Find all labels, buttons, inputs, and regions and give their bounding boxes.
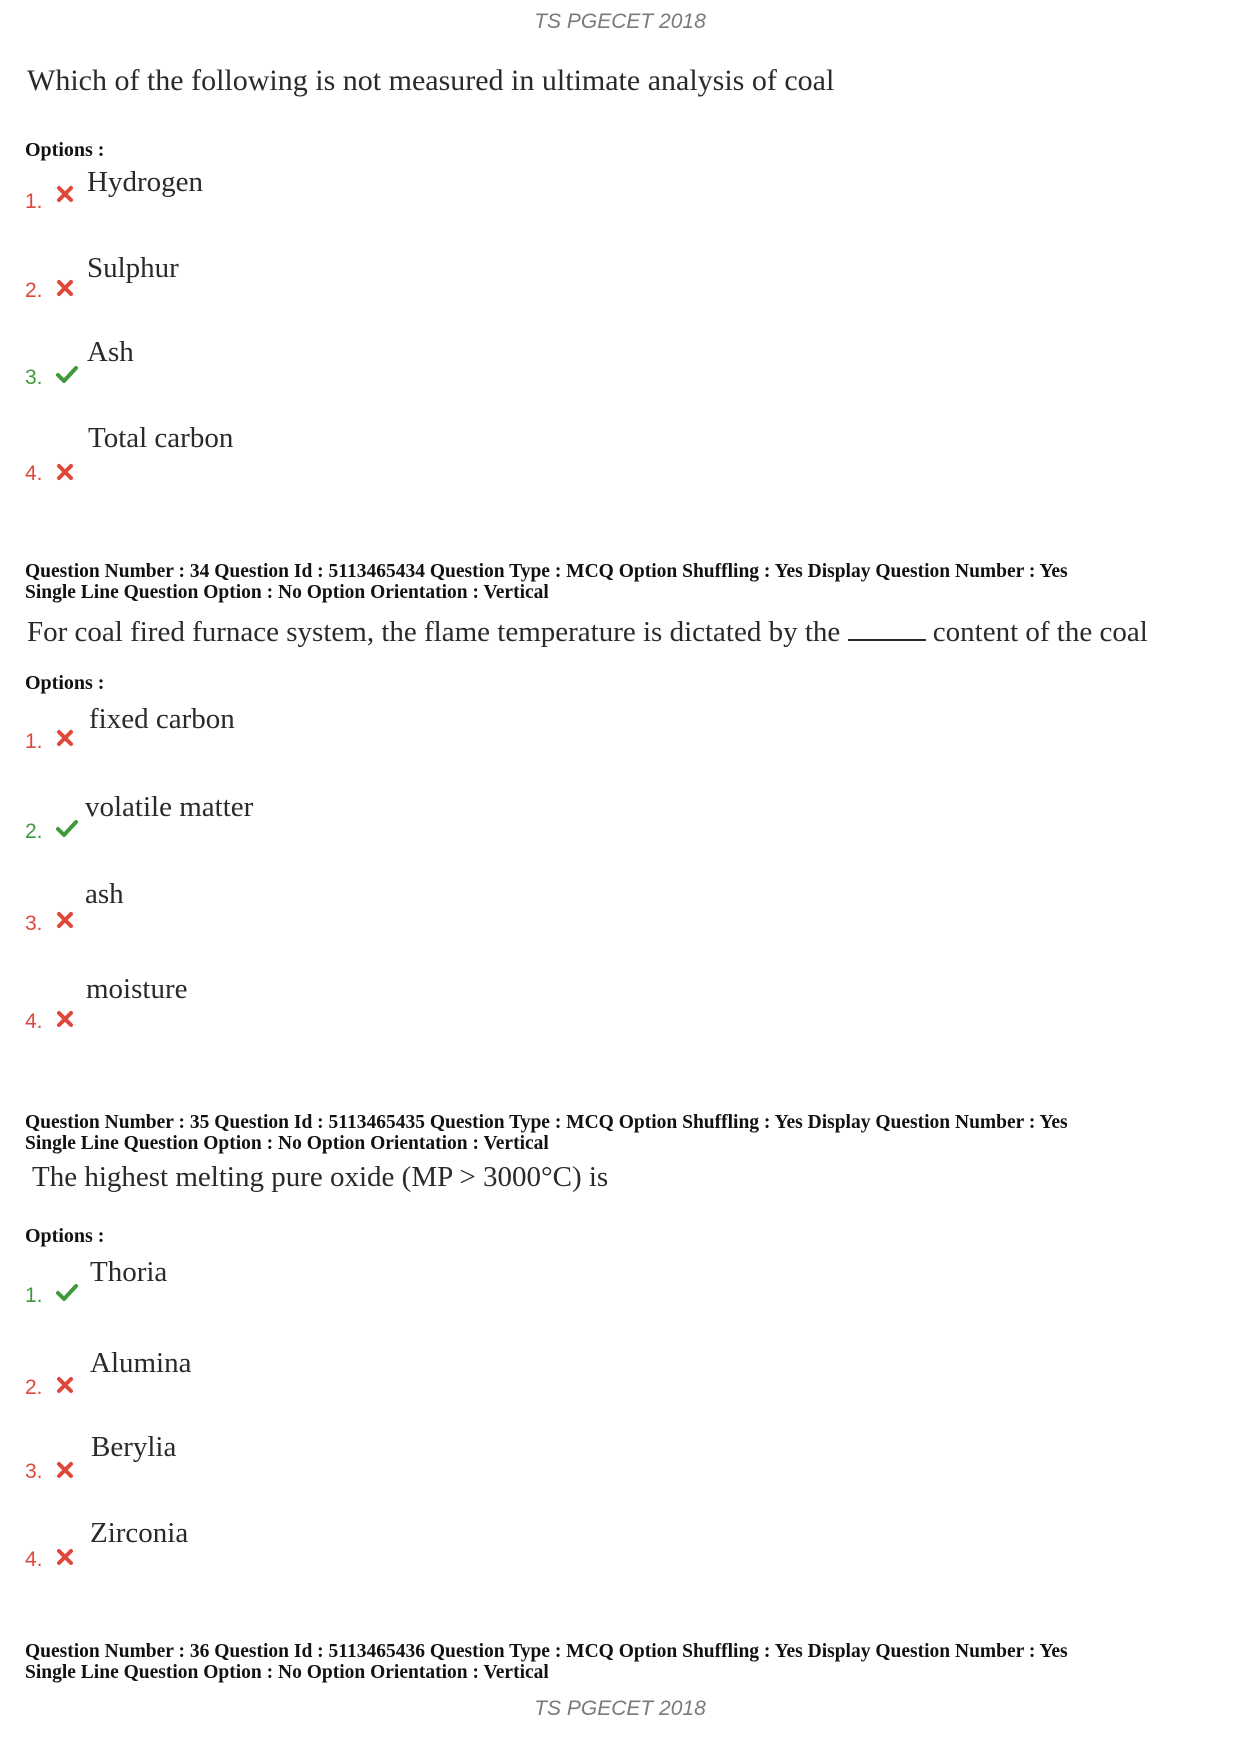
option-text: Zirconia	[90, 1517, 189, 1549]
cross-icon	[55, 910, 75, 930]
q35-meta-line-1: Question Number : 35 Question Id : 5113465435 Question Type : MCQ Option Shuffling : Yes Display Question Number : Yes	[25, 1112, 1068, 1133]
page-footer: TS PGECET 2018	[534, 1697, 706, 1720]
option-text: ash	[85, 878, 124, 910]
cross-icon	[55, 1375, 75, 1395]
cross-icon	[55, 184, 75, 204]
option-text: Alumina	[90, 1347, 192, 1379]
cross-icon	[55, 462, 75, 482]
question-34-text	[27, 616, 1148, 649]
q35-meta-line-2: Single Line Question Option : No Option Orientation : Vertical	[25, 1133, 549, 1154]
cross-icon	[55, 1547, 75, 1567]
cross-icon	[55, 278, 75, 298]
option-text: Sulphur	[87, 252, 179, 284]
q35-options-label: Options :	[25, 1225, 105, 1247]
q34-meta-line-2: Single Line Question Option : No Option Orientation : Vertical	[25, 582, 549, 603]
option-number: 3.	[25, 912, 43, 935]
q33-options-label: Options :	[25, 139, 105, 161]
option-number: 4.	[25, 462, 43, 485]
q34-meta-line-1: Question Number : 34 Question Id : 5113465434 Question Type : MCQ Option Shuffling : Yes Display Question Number : Yes	[25, 561, 1068, 582]
option-number: 4.	[25, 1548, 43, 1571]
q35-option-4	[0, 1517, 1240, 1582]
q35-option-2	[0, 1347, 1240, 1412]
option-text: Hydrogen	[87, 166, 203, 198]
q34-options-label: Options :	[25, 672, 105, 694]
q34-option-2	[0, 791, 1240, 856]
q33-option-3	[0, 336, 1240, 400]
q33-option-2	[0, 252, 1240, 312]
option-number: 2.	[25, 279, 43, 302]
q36-meta-line-2: Single Line Question Option : No Option Orientation : Vertical	[25, 1662, 549, 1683]
check-icon	[55, 364, 79, 384]
option-text: fixed carbon	[89, 703, 235, 735]
check-icon	[55, 818, 79, 838]
option-number: 3.	[25, 366, 43, 389]
option-text: Thoria	[90, 1256, 168, 1288]
option-text: Ash	[87, 336, 134, 368]
q36-meta-line-1: Question Number : 36 Question Id : 5113465436 Question Type : MCQ Option Shuffling : Yes Display Question Number : Yes	[25, 1641, 1068, 1662]
question-34-text-after: content of the coal	[932, 616, 1148, 648]
question-33-text: Which of the following is not measured in ultimate analysis of coal	[27, 64, 835, 97]
cross-icon	[55, 1460, 75, 1480]
q35-option-1	[0, 1256, 1240, 1322]
q33-option-1	[0, 166, 1240, 230]
answer-blank	[848, 617, 926, 641]
question-35-text: The highest melting pure oxide (MP > 3000°C) is	[32, 1161, 609, 1193]
option-number: 4.	[25, 1010, 43, 1033]
option-text: Berylia	[91, 1431, 177, 1463]
option-number: 1.	[25, 1284, 43, 1307]
cross-icon	[55, 1009, 75, 1029]
option-text: Total carbon	[88, 422, 234, 454]
option-text: volatile matter	[85, 791, 254, 823]
option-text: moisture	[86, 973, 188, 1005]
q33-option-4	[0, 422, 1240, 488]
option-number: 1.	[25, 190, 43, 213]
option-number: 1.	[25, 730, 43, 753]
q35-option-3	[0, 1431, 1240, 1496]
page-header: TS PGECET 2018	[534, 10, 706, 33]
option-number: 2.	[25, 1376, 43, 1399]
q34-option-1	[0, 703, 1240, 768]
question-34-text-before: For coal fired furnace system, the flame temperature is dictated by the	[27, 616, 841, 648]
option-number: 3.	[25, 1460, 43, 1483]
check-icon	[55, 1282, 79, 1302]
option-number: 2.	[25, 820, 43, 843]
q34-option-4	[0, 973, 1240, 1038]
cross-icon	[55, 728, 75, 748]
q34-option-3	[0, 878, 1240, 944]
